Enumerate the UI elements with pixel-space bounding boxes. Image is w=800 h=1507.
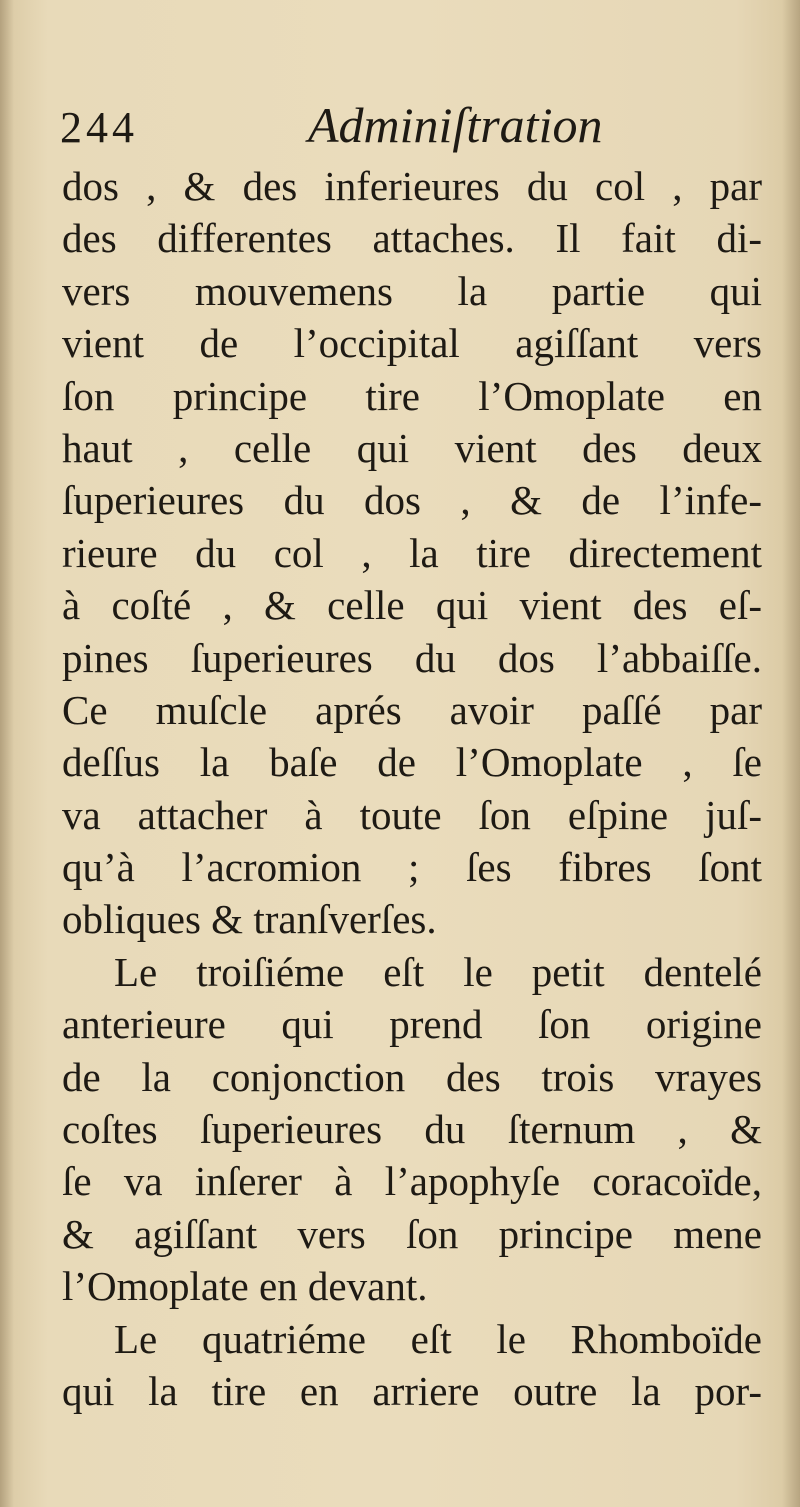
text-line: anterieure qui prend ſon origine — [62, 1001, 762, 1048]
text-line: à coſté , & celle qui vient des eſ- — [62, 582, 762, 629]
page-shadow-left — [0, 0, 14, 1507]
text-line: ſon principe tire l’Omoplate en — [62, 372, 762, 419]
text-line: va attacher à toute ſon eſpine juſ- — [62, 791, 762, 838]
text-line: haut , celle qui vient des deux — [62, 424, 762, 471]
page-header — [60, 92, 760, 162]
text-line: ſe va inſerer à l’apophyſe coracoïde, — [62, 1158, 762, 1205]
text-line: qu’à l’acromion ; ſes fibres ſont — [62, 844, 762, 891]
text-line: obliques & tranſverſes. — [62, 896, 437, 943]
text-line: des differentes attaches. Il fait di- — [62, 215, 762, 262]
text-line: pines ſuperieures du dos l’abbaiſſe. — [62, 634, 762, 681]
text-line: Ce muſcle aprés avoir paſſé par — [62, 686, 762, 733]
text-line: l’Omoplate en devant. — [62, 1263, 428, 1310]
text-line: vient de l’occipital agiſſant vers — [62, 320, 762, 367]
text-line: Le quatriéme eſt le Rhomboïde — [114, 1315, 762, 1362]
page-number: 244 — [60, 103, 138, 152]
text-line: Le troiſiéme eſt le petit dentelé — [114, 948, 762, 995]
text-line: rieure du col , la tire directement — [62, 529, 762, 576]
text-line: dos , & des inferieures du col , par — [62, 163, 762, 209]
text-line: coſtes ſuperieures du ſternum , & — [62, 1106, 762, 1153]
text-line: & agiſſant vers ſon principe mene — [62, 1210, 762, 1257]
text-line: de la conjonction des trois vrayes — [62, 1053, 762, 1100]
text-line: deſſus la baſe de l’Omoplate , ſe — [62, 739, 762, 786]
text-line: vers mouvemens la partie qui — [62, 267, 762, 314]
text-line: qui la tire en arriere outre la por- — [62, 1367, 762, 1414]
running-title: Adminiſtration — [308, 97, 603, 153]
text-line: ſuperieures du dos , & de l’infe- — [62, 477, 762, 524]
page-shadow-right — [782, 0, 800, 1507]
body-text — [62, 160, 762, 1417]
